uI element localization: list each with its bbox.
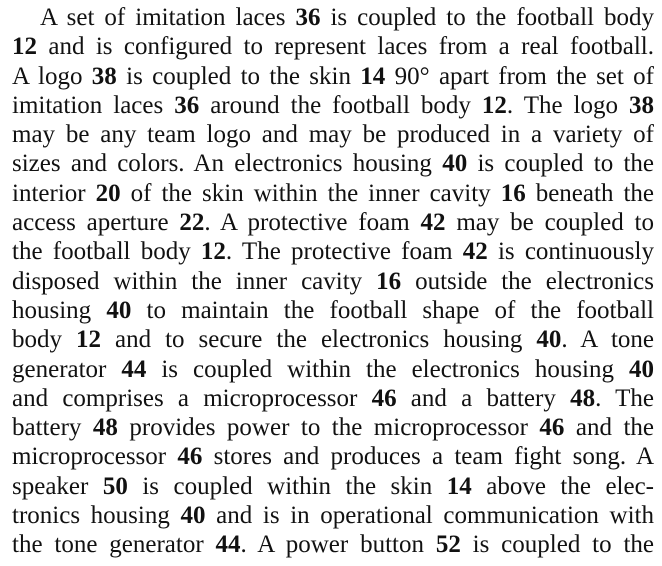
reference-numeral: 44 <box>121 355 147 383</box>
reference-numeral: 12 <box>481 91 507 119</box>
text-segment: around the football body <box>199 91 482 119</box>
reference-numeral: 16 <box>500 179 526 207</box>
text-segment: . A tone <box>561 326 654 354</box>
reference-numeral: 38 <box>629 91 654 119</box>
text-segment: is continuously <box>487 238 654 266</box>
text-segment: disposed within the inner cavity <box>12 267 377 295</box>
text-segment: stores and produces a team fight song. A <box>202 443 654 471</box>
text-segment: the football body <box>12 238 201 266</box>
text-segment: A logo <box>12 62 92 90</box>
text-line <box>12 208 654 237</box>
text-segment: may be any team logo and may be produced in a variety of <box>12 121 654 149</box>
reference-numeral: 48 <box>92 414 118 442</box>
text-segment: may be coupled to <box>445 209 654 237</box>
text-segment: is coupled to the <box>460 531 654 559</box>
text-line <box>12 296 654 325</box>
text-line <box>12 62 654 91</box>
text-segment: beneath the <box>525 179 654 207</box>
text-segment: body <box>12 326 77 354</box>
text-segment: outside the electronics <box>401 267 654 295</box>
text-line <box>12 91 654 120</box>
reference-numeral: 40 <box>442 150 468 178</box>
reference-numeral: 12 <box>76 326 102 354</box>
reference-numeral: 52 <box>435 531 461 559</box>
reference-numeral: 16 <box>376 267 402 295</box>
text-segment: imitation laces <box>12 91 175 119</box>
text-segment: of the skin within the inner cavity <box>120 179 501 207</box>
text-segment: speaker <box>12 472 103 500</box>
text-line <box>12 237 654 266</box>
text-segment: housing <box>12 296 107 324</box>
text-segment: tronics housing <box>12 502 181 530</box>
reference-numeral: 36 <box>295 4 321 31</box>
text-segment: battery <box>12 414 93 442</box>
text-segment: access aperture <box>12 209 180 237</box>
reference-numeral: 12 <box>12 33 37 61</box>
text-segment: and is configured to represent laces from a real football. <box>37 33 654 61</box>
text-segment: and a battery <box>396 384 571 412</box>
reference-numeral: 42 <box>420 209 446 237</box>
text-segment: interior <box>12 179 96 207</box>
text-segment: and the <box>564 414 654 442</box>
text-segment: . A power button <box>240 531 436 559</box>
text-segment: the tone generator <box>12 531 216 559</box>
text-segment: . A protective foam <box>204 209 421 237</box>
text-line <box>12 472 654 501</box>
text-line <box>12 530 654 559</box>
text-segment: is coupled to the <box>467 150 654 178</box>
text-line <box>12 325 654 354</box>
text-line <box>12 501 654 530</box>
reference-numeral: 46 <box>539 414 565 442</box>
text-line <box>12 120 654 149</box>
text-segment: above the elec- <box>471 472 655 500</box>
reference-numeral: 20 <box>95 179 121 207</box>
text-line <box>12 355 654 384</box>
reference-numeral: 36 <box>174 91 200 119</box>
reference-numeral: 50 <box>102 472 128 500</box>
reference-numeral: 46 <box>177 443 203 471</box>
text-segment: is coupled to the football body <box>320 4 655 31</box>
reference-numeral: 42 <box>462 238 488 266</box>
reference-numeral: 46 <box>371 384 397 412</box>
text-segment: and is in operational communication with <box>205 502 655 530</box>
reference-numeral: 40 <box>180 502 206 530</box>
text-segment: is coupled to the skin <box>116 62 361 90</box>
text-line <box>12 267 654 296</box>
text-segment: to maintain the football shape of the football <box>131 296 654 324</box>
text-line <box>12 384 654 413</box>
reference-numeral: 12 <box>200 238 226 266</box>
text-line <box>12 3 654 32</box>
reference-numeral: 14 <box>446 472 472 500</box>
text-line <box>12 149 654 178</box>
text-segment: is coupled within the electronics housing <box>146 355 629 383</box>
text-segment: and comprises a microprocessor <box>12 384 372 412</box>
text-segment: . The protective foam <box>225 238 463 266</box>
reference-numeral: 40 <box>106 296 132 324</box>
reference-numeral: 22 <box>179 209 205 237</box>
text-line <box>12 32 654 61</box>
reference-numeral: 48 <box>570 384 596 412</box>
reference-numeral: 44 <box>215 531 241 559</box>
text-segment: sizes and colors. An electronics housing <box>12 150 443 178</box>
reference-numeral: 40 <box>536 326 562 354</box>
reference-numeral: 14 <box>360 62 386 90</box>
text-line <box>12 179 654 208</box>
text-segment: and to secure the electronics housing <box>101 326 537 354</box>
text-segment: . The <box>595 384 654 412</box>
text-segment: A set of imitation laces <box>40 4 296 31</box>
text-segment: generator <box>12 355 122 383</box>
reference-numeral: 40 <box>629 355 654 383</box>
text-segment: is coupled within the skin <box>127 472 447 500</box>
text-segment: . The logo <box>506 91 629 119</box>
reference-numeral: 38 <box>91 62 117 90</box>
text-line <box>12 413 654 442</box>
text-segment: microprocessor <box>12 443 178 471</box>
body-paragraph <box>12 0 654 560</box>
text-segment: provides power to the microprocessor <box>117 414 540 442</box>
text-segment: 90° apart from the set of <box>385 62 655 90</box>
text-line <box>12 442 654 471</box>
